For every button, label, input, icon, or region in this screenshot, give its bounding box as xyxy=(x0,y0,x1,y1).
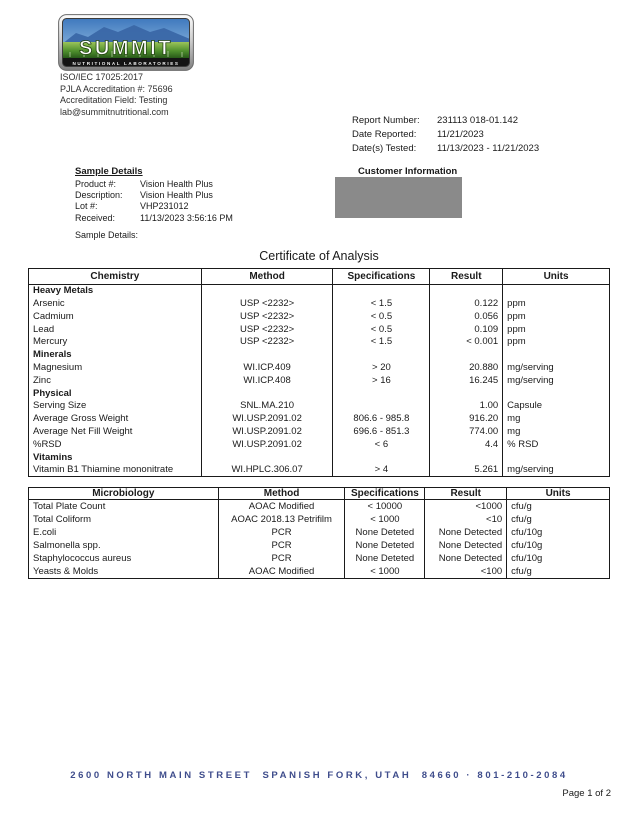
column-header: Specifications xyxy=(333,269,430,285)
table-row xyxy=(29,565,610,578)
cell-spec: < 1.5 xyxy=(333,336,430,349)
cell-units: mg/serving xyxy=(503,464,610,477)
received-label: Received: xyxy=(75,212,116,223)
cell-spec: 806.6 - 985.8 xyxy=(333,412,430,425)
summit-logo xyxy=(58,14,194,72)
table-row xyxy=(29,323,610,336)
cell-units: cfu/g xyxy=(507,565,610,578)
cell-spec: None Deteted xyxy=(345,539,425,552)
cell-result: 1.00 xyxy=(430,400,503,413)
cell-result: 916.20 xyxy=(430,412,503,425)
cell-name: %RSD xyxy=(33,438,62,450)
page-title: Certificate of Analysis xyxy=(259,249,379,263)
dates-tested-row xyxy=(352,142,539,156)
cell-name: Magnesium xyxy=(33,361,83,373)
column-header: Method xyxy=(218,488,345,500)
column-header: Units xyxy=(507,488,610,500)
cell-units xyxy=(503,348,610,361)
product-value: Vision Health Plus xyxy=(140,179,213,189)
cell-units: cfu/10g xyxy=(507,552,610,565)
cell-name: Zinc xyxy=(33,374,51,386)
cell-result xyxy=(430,348,503,361)
summit-logo-graphic xyxy=(58,14,194,72)
cell-name: Yeasts & Molds xyxy=(33,566,99,578)
report-number-label: Report Number: xyxy=(352,115,420,126)
customer-information-heading: Customer Information xyxy=(358,166,458,177)
table-row xyxy=(29,539,610,552)
cell-units xyxy=(503,285,610,298)
cell-name: Vitamin B1 Thiamine mononitrate xyxy=(33,464,174,476)
date-reported-value: 11/21/2023 xyxy=(437,129,484,140)
cell-method: AOAC Modified xyxy=(218,500,345,513)
cell-name: Mercury xyxy=(33,336,68,348)
cell-name: Physical xyxy=(33,387,72,399)
table-row xyxy=(29,464,610,477)
section-row xyxy=(29,285,610,298)
cell-result xyxy=(430,285,503,298)
table-row xyxy=(29,500,610,513)
cell-units: Capsule xyxy=(503,400,610,413)
cell-method: WI.HPLC.306.07 xyxy=(201,464,333,477)
cell-spec: < 6 xyxy=(333,438,430,451)
cell-spec: < 0.5 xyxy=(333,323,430,336)
cell-method: USP <2232> xyxy=(201,323,333,336)
table-row xyxy=(29,336,610,349)
description-value: Vision Health Plus xyxy=(140,190,213,201)
column-header: Method xyxy=(201,269,333,285)
cell-spec: None Deteted xyxy=(345,526,425,539)
cell-units: mg/serving xyxy=(503,374,610,387)
cell-spec: None Deteted xyxy=(345,552,425,565)
logo-wordmark: SUMMIT xyxy=(79,37,173,60)
cell-name: Arsenic xyxy=(33,297,65,309)
cell-spec xyxy=(333,348,430,361)
cell-method: WI.ICP.408 xyxy=(201,374,333,387)
cell-spec: < 1000 xyxy=(345,565,425,578)
cell-result: 4.4 xyxy=(430,438,503,451)
table-row xyxy=(29,361,610,374)
cell-result: 20.880 xyxy=(430,361,503,374)
cell-result: < 0.001 xyxy=(430,336,503,349)
lab-email: lab@summitnutritional.com xyxy=(60,106,169,117)
cell-name: Total Plate Count xyxy=(33,500,106,512)
cell-method: SNL.MA.210 xyxy=(201,400,333,413)
cell-method: WI.USP.2091.02 xyxy=(201,438,333,451)
table-row xyxy=(29,400,610,413)
accreditation-block xyxy=(60,72,173,118)
cell-method: USP <2232> xyxy=(201,297,333,310)
table-row xyxy=(29,310,610,323)
cell-spec xyxy=(333,400,430,413)
table-row xyxy=(29,425,610,438)
cell-method xyxy=(201,348,333,361)
cell-units: cfu/g xyxy=(507,513,610,526)
cell-name: Staphylococcus aureus xyxy=(33,553,132,565)
report-number-value: 231113 018-01.142 xyxy=(437,115,519,126)
cell-units: cfu/10g xyxy=(507,539,610,552)
cell-units: cfu/10g xyxy=(507,526,610,539)
column-header: Chemistry xyxy=(29,269,202,285)
product-label: Product #: xyxy=(75,179,117,189)
cell-result: 774.00 xyxy=(430,425,503,438)
table-row xyxy=(29,412,610,425)
header-row xyxy=(29,488,610,500)
cell-method xyxy=(201,451,333,464)
lot-value: VHP231012 xyxy=(140,201,189,212)
accreditation-iso: ISO/IEC 17025:2017 xyxy=(60,72,144,82)
sample-details-heading: Sample Details xyxy=(75,166,143,177)
cell-units: % RSD xyxy=(503,438,610,451)
chemistry-table xyxy=(28,268,610,477)
cell-spec: > 20 xyxy=(333,361,430,374)
lot-row xyxy=(75,201,233,212)
table-row xyxy=(29,438,610,451)
date-reported-row xyxy=(352,128,539,142)
dates-tested-label: Date(s) Tested: xyxy=(352,143,417,154)
sample-details-block xyxy=(75,179,233,224)
cell-method: USP <2232> xyxy=(201,336,333,349)
cell-result: <100 xyxy=(425,565,507,578)
cell-name: Heavy Metals xyxy=(33,285,94,297)
cell-units: cfu/g xyxy=(507,500,610,513)
description-row xyxy=(75,190,233,201)
cell-result: None Detected xyxy=(425,539,507,552)
logo-tagline: NUTRITIONAL LABORATORIES xyxy=(72,61,180,66)
cell-method: PCR xyxy=(218,526,345,539)
section-row xyxy=(29,387,610,400)
cell-name: Vitamins xyxy=(33,451,73,463)
accreditation-pjla: PJLA Accreditation #: 75696 xyxy=(60,83,173,94)
table-row xyxy=(29,552,610,565)
cell-units: ppm xyxy=(503,323,610,336)
cell-name: Average Net Fill Weight xyxy=(33,425,133,437)
customer-info-redacted-box xyxy=(335,177,462,218)
header-row xyxy=(29,269,610,285)
cell-method xyxy=(201,387,333,400)
page-number: Page 1 of 2 xyxy=(562,788,611,799)
cell-name: Salmonella spp. xyxy=(33,539,101,551)
accreditation-field: Accreditation Field: Testing xyxy=(60,95,168,106)
table-row xyxy=(29,513,610,526)
cell-name: Average Gross Weight xyxy=(33,413,129,425)
column-header: Units xyxy=(503,269,610,285)
cell-method xyxy=(201,285,333,298)
cell-name: Cadmium xyxy=(33,310,74,322)
column-header: Result xyxy=(430,269,503,285)
cell-units: mg/serving xyxy=(503,361,610,374)
cell-result: 5.261 xyxy=(430,464,503,477)
cell-method: WI.ICP.409 xyxy=(201,361,333,374)
cell-result: None Detected xyxy=(425,526,507,539)
cell-units: ppm xyxy=(503,336,610,349)
cell-spec xyxy=(333,285,430,298)
cell-result: 16.245 xyxy=(430,374,503,387)
cell-units: ppm xyxy=(503,297,610,310)
cell-result: 0.122 xyxy=(430,297,503,310)
cell-units: ppm xyxy=(503,310,610,323)
section-row xyxy=(29,348,610,361)
cell-name: Total Coliform xyxy=(33,513,92,525)
report-number-row xyxy=(352,114,539,128)
cell-result: 0.109 xyxy=(430,323,503,336)
cell-name: E.coli xyxy=(33,526,57,538)
cell-method: WI.USP.2091.02 xyxy=(201,412,333,425)
product-row xyxy=(75,179,233,190)
microbiology-table xyxy=(28,487,610,579)
report-info-block xyxy=(352,114,539,156)
cell-spec: 696.6 - 851.3 xyxy=(333,425,430,438)
cell-method: USP <2232> xyxy=(201,310,333,323)
lot-label: Lot #: xyxy=(75,201,98,212)
cell-spec: < 0.5 xyxy=(333,310,430,323)
cell-method: WI.USP.2091.02 xyxy=(201,425,333,438)
cell-result xyxy=(430,387,503,400)
cell-spec xyxy=(333,451,430,464)
cell-spec xyxy=(333,387,430,400)
section-row xyxy=(29,451,610,464)
column-header: Result xyxy=(425,488,507,500)
description-label: Description: xyxy=(75,190,123,201)
cell-spec: < 10000 xyxy=(345,500,425,513)
cell-method: AOAC 2018.13 Petrifilm xyxy=(218,513,345,526)
cell-name: Serving Size xyxy=(33,400,87,412)
column-header: Microbiology xyxy=(29,488,219,500)
cell-spec: > 4 xyxy=(333,464,430,477)
cell-spec: < 1.5 xyxy=(333,297,430,310)
cell-method: AOAC Modified xyxy=(218,565,345,578)
cell-method: PCR xyxy=(218,552,345,565)
footer-address: 2600 NORTH MAIN STREET SPANISH FORK, UTAH 84660 · 801-210-2084 xyxy=(70,770,568,781)
table-row xyxy=(29,526,610,539)
cell-result: None Detected xyxy=(425,552,507,565)
cell-units xyxy=(503,387,610,400)
table-row xyxy=(29,374,610,387)
cell-spec: < 1000 xyxy=(345,513,425,526)
cell-units: mg xyxy=(503,425,610,438)
cell-result: <10 xyxy=(425,513,507,526)
cell-result: 0.056 xyxy=(430,310,503,323)
dates-tested-value: 11/13/2023 - 11/21/2023 xyxy=(437,143,540,154)
cell-units: mg xyxy=(503,412,610,425)
cell-result xyxy=(430,451,503,464)
sample-details-footer-label: Sample Details: xyxy=(75,230,139,240)
table-row xyxy=(29,297,610,310)
cell-result: <1000 xyxy=(425,500,507,513)
date-reported-label: Date Reported: xyxy=(352,129,417,140)
cell-name: Minerals xyxy=(33,349,72,361)
cell-units xyxy=(503,451,610,464)
cell-name: Lead xyxy=(33,323,55,335)
cell-spec: > 16 xyxy=(333,374,430,387)
received-row xyxy=(75,213,233,224)
cell-method: PCR xyxy=(218,539,345,552)
received-value: 11/13/2023 3:56:16 PM xyxy=(140,212,233,223)
column-header: Specifications xyxy=(345,488,425,500)
